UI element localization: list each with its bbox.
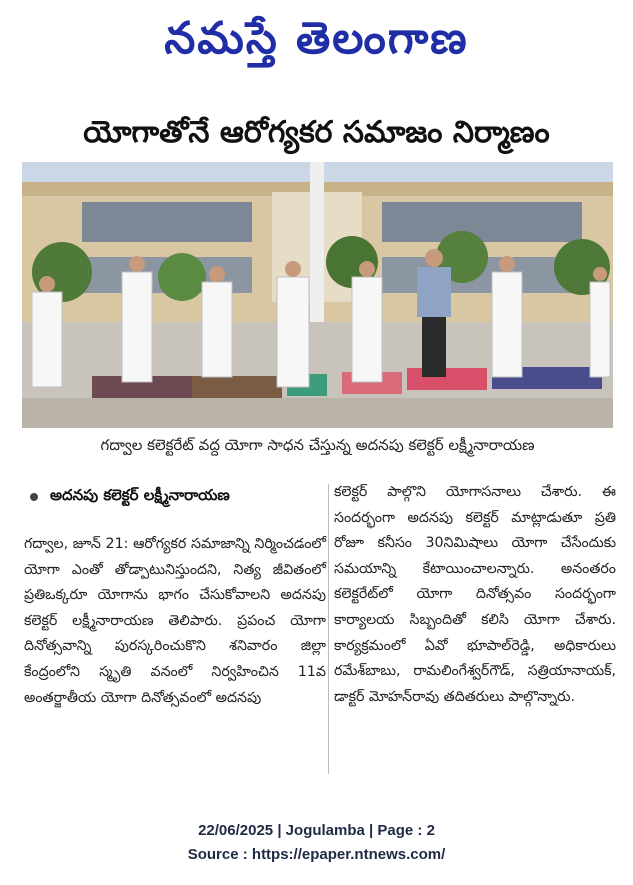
- bullet-icon: [30, 493, 38, 501]
- byline-text: అదనపు కలెక్టర్ లక్ష్మీనారాయణ: [50, 486, 230, 504]
- column-divider: [328, 484, 329, 774]
- article-photo: [22, 162, 613, 428]
- masthead-title: నమస్తే తెలంగాణ: [164, 13, 469, 64]
- article-headline: యోగాతోనే ఆరోగ్యకర సమాజం నిర్మాణం: [83, 115, 550, 150]
- footer-source: Source : https://epaper.ntnews.com/: [187, 846, 446, 863]
- article-left-column: [24, 482, 326, 812]
- article-body-right: కలెక్టర్ పాల్గొని యోగాసనాలు చేశారు. ఈ సందర్భంగా అదనపు కలెక్టర్ మాట్లాడుతూ ప్రతి రోజూ కనీసం 30నిమిషాలు యోగా చేసేందుకు సమయాన్ని కేటాయించాలన్నారు. అనంతరం కలెక్టరేట్‌లో యోగా దినోత్సవం సందర్భంగా కార్యాలయ సిబ్బందితో కలిసి యోగా చేశారు. కార్యక్రమంలో ఏవో భూపాల్‌రెడ్డి, అధికారులు రమేశ్‌బాబు, రామలింగేశ్వర్‌గౌడ్, సత్రియానాయక్, డాక్టర్ మోహన్‌రావు తదితరులు పాల్గొన్నారు.: [334, 484, 616, 705]
- footer-meta: 22/06/2025 | Jogulamba | Page : 2: [198, 822, 435, 839]
- article-body-left: గద్వాల, జూన్ 21: ఆరోగ్యకర సమాజాన్ని నిర్మించడంలో యోగా ఎంతో తోడ్పాటునిస్తుందని, నిత్య జీవితంలో ప్రతిఒక్కరూ యోగాను భాగం చేసుకోవాలని అదనపు కలెక్టర్ లక్ష్మీనారాయణ తెలిపారు. ప్రపంచ యోగా దినోత్సవాన్ని పురస్కరించుకొని శనివారం జిల్లా కేంద్రంలోని స్మృతి వనంలో నిర్వహించిన 11వ అంతర్జాతీయ యోగా దినోత్సవంలో అదనపు: [24, 536, 326, 706]
- photo-caption: గద్వాల కలెక్టరేట్ వద్ద యోగా సాధన చేస్తున్న అదనపు కలెక్టర్ లక్ష్మీనారాయణ: [100, 436, 535, 454]
- byline: [24, 482, 326, 512]
